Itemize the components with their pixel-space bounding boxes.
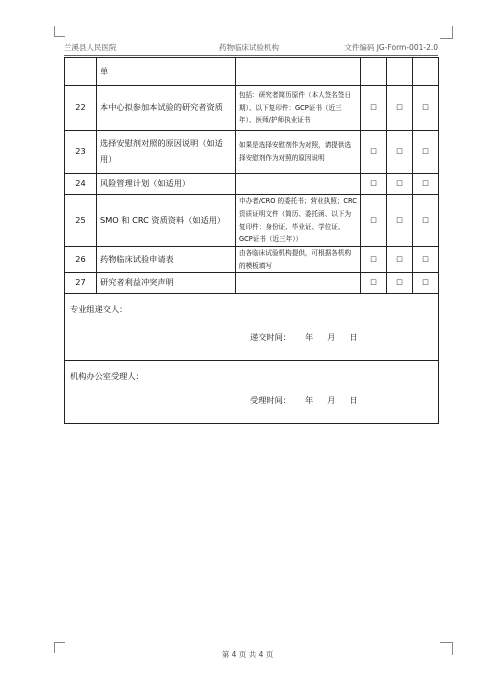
row-number: 22: [65, 86, 97, 131]
row-item: 本中心拟参加本试验的研究者资质: [97, 86, 236, 131]
checkbox-2: □: [387, 86, 413, 131]
checkbox-1: □: [361, 247, 387, 273]
submit-day: 日: [349, 332, 358, 343]
page-header: [64, 40, 438, 54]
submit-time: [250, 330, 372, 346]
table-row: [65, 131, 439, 174]
page-number: 第 4 页 共 4 页: [221, 650, 274, 659]
checkbox-3: □: [413, 174, 439, 195]
checkbox-1: □: [361, 195, 387, 247]
checkbox-2: □: [387, 273, 413, 294]
receive-year: 年: [304, 395, 314, 406]
header-rule: [64, 55, 438, 56]
row-note: [236, 58, 361, 86]
receive-row: [65, 361, 439, 424]
row-item: SMO 和 CRC 资质资料（如适用）: [97, 195, 236, 247]
receiver-label: 机构办公室受理人：: [70, 371, 144, 382]
row-item: 风险管理计划（如适用）: [97, 174, 236, 195]
table-row: [65, 86, 439, 131]
row-note: [236, 174, 361, 195]
checkbox-1: [361, 58, 387, 86]
checkbox-3: □: [413, 86, 439, 131]
submitter-label: 专业组递交人：: [70, 304, 128, 315]
row-number: 24: [65, 174, 97, 195]
checkbox-2: □: [387, 131, 413, 174]
checkbox-2: □: [387, 247, 413, 273]
table-row: [65, 247, 439, 273]
row-note: 如果是选择安慰剂作为对照，请提供选择安慰剂作为对照的原因说明: [236, 131, 361, 174]
checkbox-3: □: [413, 195, 439, 247]
document-checklist-table: [64, 57, 439, 424]
checkbox-2: □: [387, 195, 413, 247]
receive-day: 日: [349, 395, 358, 406]
header-hospital: 兰溪县人民医院: [64, 43, 117, 52]
checkbox-1: □: [361, 131, 387, 174]
row-number: 23: [65, 131, 97, 174]
checkbox-3: □: [413, 273, 439, 294]
receive-time: [250, 393, 372, 409]
checkbox-2: [387, 58, 413, 86]
receive-time-label: 受理时间：: [250, 395, 291, 406]
checkbox-3: □: [413, 131, 439, 174]
row-number: 25: [65, 195, 97, 247]
header-file-code: 文件编码 JG-Form-001-2.0: [344, 43, 438, 52]
checkbox-3: □: [413, 247, 439, 273]
row-note: [236, 273, 361, 294]
row-item: 单: [97, 58, 236, 86]
row-number: 26: [65, 247, 97, 273]
submit-row: [65, 294, 439, 361]
receive-month: 月: [327, 395, 336, 406]
header-institution: 药物临床试验机构: [219, 43, 279, 52]
submit-month: 月: [327, 332, 336, 343]
checkbox-1: □: [361, 174, 387, 195]
row-note: 申办者/CRO 的委托书；营业执照；CRC资质证明文件（简历、委托函、以下为复印件：身份证、毕业证、学位证、GCP证书（近三年））: [236, 195, 361, 247]
submit-year: 年: [304, 332, 314, 343]
table-row: [65, 58, 439, 86]
row-item: 研究者利益冲突声明: [97, 273, 236, 294]
crop-mark-top-right: [440, 26, 453, 39]
table-row: [65, 195, 439, 247]
checkbox-3: [413, 58, 439, 86]
table-row: [65, 273, 439, 294]
row-item: 选择安慰剂对照的原因说明（如适用）: [97, 131, 236, 174]
checkbox-1: □: [361, 273, 387, 294]
row-number: [65, 58, 97, 86]
row-item: 药物临床试验申请表: [97, 247, 236, 273]
row-note: 包括：研究者简历原件（本人签名签日期）、以下复印件：GCP证书（近三年）、医师/护师执业证书: [236, 86, 361, 131]
row-number: 27: [65, 273, 97, 294]
row-note: 由各临床试验机构提供，可根据各机构的模板填写: [236, 247, 361, 273]
checkbox-1: □: [361, 86, 387, 131]
submit-time-label: 递交时间：: [250, 332, 291, 343]
crop-mark-top-left: [54, 26, 65, 37]
checkbox-2: □: [387, 174, 413, 195]
table-row: [65, 174, 439, 195]
